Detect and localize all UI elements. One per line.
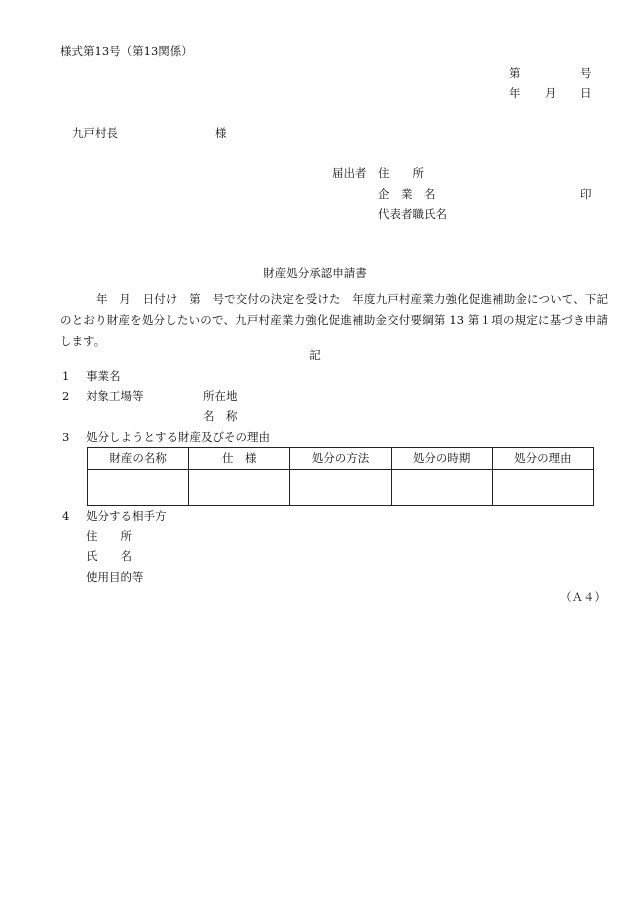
item-4-name-label: 氏 名 (86, 549, 132, 563)
doc-number-prefix: 第 (509, 66, 521, 80)
applicant-company-label: 企 業 名 (378, 187, 436, 201)
property-table (87, 447, 594, 506)
item-2-name-label: 名 称 (203, 409, 238, 423)
table-cell[interactable] (88, 470, 189, 506)
addressee-name: 九戸村長 (72, 126, 118, 140)
col-header-disposal-method: 処分の方法 (290, 448, 391, 470)
form-number: 様式第13号（第13関係） (60, 44, 193, 58)
addressee-honorific: 様 (215, 126, 227, 140)
col-header-disposal-reason: 処分の理由 (492, 448, 593, 470)
paper-size-note: （Ａ４） (560, 590, 606, 604)
table-row (88, 470, 594, 506)
seal-mark: 印 (580, 187, 592, 201)
table-cell[interactable] (492, 470, 593, 506)
item-3-number: 3 (62, 430, 70, 444)
table-header-row (88, 448, 594, 470)
item-4-label: 処分する相手方 (86, 509, 167, 523)
applicant-label: 届出者 (332, 166, 367, 180)
item-4-purpose-label: 使用目的等 (86, 570, 144, 584)
document-title: 財産処分承認申請書 (263, 266, 367, 280)
applicant-rep-label: 代表者職氏名 (378, 207, 447, 221)
item-1-number: 1 (62, 369, 70, 383)
item-2-label: 対象工場等 (86, 389, 144, 403)
body-paragraph: 年 月 日付け 第 号で交付の決定を受けた 年度九戸村産業力強化促進補助金について、下記のとおり財産を処分したいので、九戸村産業力強化促進補助金交付要綱第 13 第１項の規定に基づき申請します。 (60, 292, 608, 348)
item-4-number: 4 (62, 509, 70, 523)
table-cell[interactable] (391, 470, 492, 506)
col-header-disposal-date: 処分の時期 (391, 448, 492, 470)
doc-number-suffix: 号 (580, 66, 592, 80)
ki-heading: 記 (309, 348, 321, 362)
item-2-location-label: 所在地 (203, 389, 238, 403)
item-1-label: 事業名 (86, 369, 121, 383)
date-month: 月 (545, 86, 557, 100)
applicant-address-label: 住 所 (378, 166, 424, 180)
col-header-specification: 仕 様 (189, 448, 290, 470)
col-header-property-name: 財産の名称 (88, 448, 189, 470)
item-3-label: 処分しようとする財産及びその理由 (86, 430, 270, 444)
table-cell[interactable] (189, 470, 290, 506)
item-2-number: 2 (62, 389, 70, 403)
table-cell[interactable] (290, 470, 391, 506)
date-year: 年 (509, 86, 521, 100)
date-day: 日 (580, 86, 592, 100)
item-4-address-label: 住 所 (86, 529, 132, 543)
